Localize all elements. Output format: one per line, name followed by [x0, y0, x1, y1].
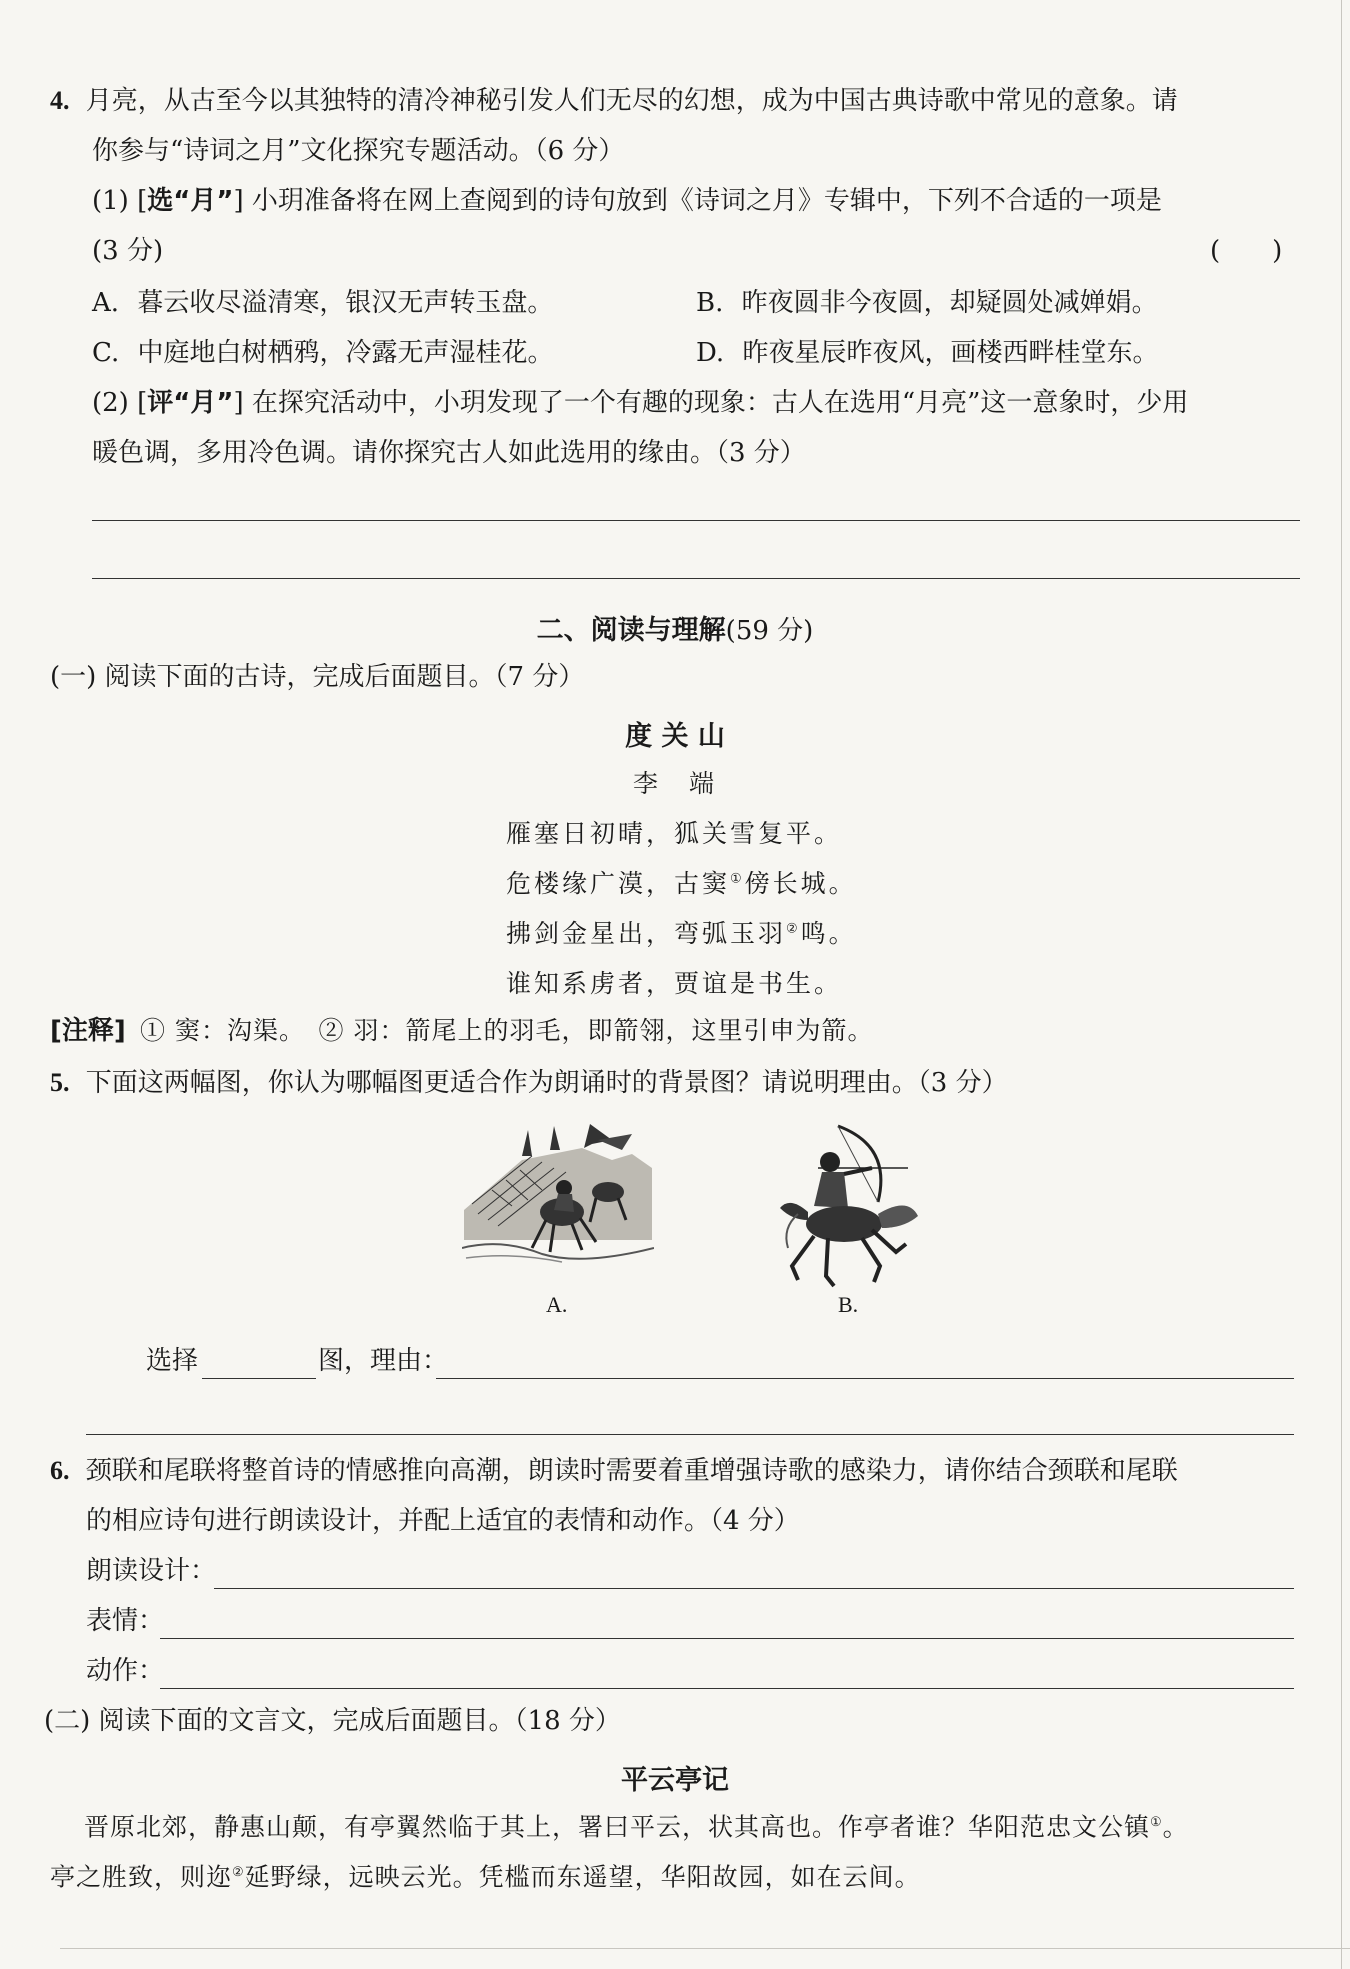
- q5-choice-blank[interactable]: [202, 1378, 316, 1379]
- q5-text: 下面这两幅图，你认为哪幅图更适合作为朗诵时的背景图？请说明理由。（3 分）: [85, 1068, 1008, 1098]
- image-b-label: B.: [838, 1292, 859, 1317]
- poem-line-3a: 拂剑金星出，弯弧玉羽: [506, 919, 787, 948]
- section2-score: (59 分): [725, 616, 814, 646]
- option-text: 昨夜圆非今夜圆，却疑圆处减婵娟。: [741, 288, 1158, 318]
- q4-line1: [50, 86, 1178, 116]
- option-label: D.: [696, 338, 725, 368]
- prose-note-mark-1: ①: [1150, 1815, 1163, 1830]
- note-tag: [注释]: [50, 1016, 126, 1046]
- q4-text: 月亮，从古至今以其独特的清冷神秘引发人们无尽的幻想，成为中国古典诗歌中常见的意象。请: [85, 86, 1178, 116]
- q4-sub1: [92, 186, 1162, 216]
- note-text: ① 窦：沟渠。 ② 羽：箭尾上的羽毛，即箭翎，这里引申为箭。: [140, 1016, 874, 1045]
- q6-reading-line[interactable]: [214, 1588, 1294, 1589]
- prose-line-1-text: 晋原北郊，静惠山颠，有亭翼然临于其上，署曰平云，状其高也。作亭者谁？华阳范忠文公镇: [84, 1812, 1151, 1842]
- q4-sub1-tag: 选“月”: [147, 186, 234, 216]
- q6-field-action: 动作：: [86, 1656, 165, 1686]
- option-text: 中庭地白树栖鸦，冷露无声湿桂花。: [137, 338, 554, 368]
- part1-heading: (一) 阅读下面的古诗，完成后面题目。（7 分）: [50, 662, 585, 692]
- q4-sub2-tag: 评“月”: [147, 388, 234, 418]
- q6-line1: [50, 1456, 1178, 1486]
- note-mark-2: ②: [786, 921, 801, 937]
- poem-line-2: [506, 864, 857, 900]
- q5-choice-middle: 图，理由：: [318, 1346, 449, 1376]
- image-a-label: A.: [546, 1292, 568, 1317]
- part2-heading: (二) 阅读下面的文言文，完成后面题目。（18 分）: [44, 1706, 621, 1736]
- prose-line-1: [84, 1808, 1189, 1842]
- q5-choice-prefix: 选择: [146, 1346, 199, 1376]
- q4-line2: 你参与“诗词之月”文化探究专题活动。（6 分）: [92, 136, 625, 166]
- q5-reason-line-1[interactable]: [436, 1378, 1294, 1379]
- option-label: C.: [92, 338, 120, 368]
- q5-number: 5.: [50, 1068, 70, 1097]
- option-label: B.: [696, 288, 724, 318]
- poem-line-1: 雁塞日初晴，狐关雪复平。: [506, 819, 843, 848]
- prose-line-2b: 延野绿，远映云光。凭槛而东遥望，华阳故园，如在云间。: [244, 1862, 921, 1892]
- q4-sub1-text: ] 小玥准备将在网上查阅到的诗句放到《诗词之月》专辑中，下列不合适的一项是: [233, 186, 1162, 216]
- poem-notes: [50, 1016, 873, 1046]
- poem-line-2b: 傍长城。: [744, 869, 857, 898]
- q4-sub2-text: ] 在探究活动中，小玥发现了一个有趣的现象：古人在选用“月亮”这一意象时，少用: [233, 388, 1189, 418]
- q4-option-d: [696, 338, 1158, 368]
- q4-sub2-line2: 暖色调，多用冷色调。请你探究古人如此选用的缘由。（3 分）: [92, 438, 806, 468]
- q4-sub1-prefix: (1) [: [92, 186, 148, 216]
- q4-answer-line-1[interactable]: [92, 520, 1300, 521]
- option-text: 昨夜星辰昨夜风，画楼西畔桂堂东。: [742, 338, 1159, 368]
- q4-option-b: [696, 288, 1158, 318]
- note-mark-1: ①: [730, 871, 745, 887]
- option-label: A.: [92, 288, 120, 318]
- q6-field-reading: 朗读设计：: [86, 1556, 217, 1586]
- page-right-edge: [1341, 0, 1342, 1969]
- poem-line-3: [506, 914, 857, 950]
- poem-line-4: 谁知系虏者，贾谊是书生。: [506, 969, 843, 998]
- q6-number: 6.: [50, 1456, 70, 1485]
- q4-answer-paren[interactable]: ( ): [1210, 236, 1283, 266]
- q4-number: 4.: [50, 86, 70, 115]
- prose-note-mark-2: ②: [232, 1865, 245, 1880]
- q4-option-a: [92, 288, 553, 318]
- option-text: 暮云收尽溢清寒，银汉无声转玉盘。: [137, 288, 554, 318]
- q5-reason-line-2[interactable]: [86, 1434, 1294, 1435]
- prose-line-2: [50, 1858, 921, 1892]
- prose-line-1-end: 。: [1162, 1812, 1189, 1842]
- prose-line-2a: 亭之胜致，则迩: [50, 1862, 233, 1892]
- q4-sub1-score: (3 分): [92, 236, 164, 266]
- poem-line-2a: 危楼缘广漠，古窦: [506, 869, 731, 898]
- archer-horse-illustration[interactable]: [768, 1116, 924, 1292]
- q6-action-line[interactable]: [160, 1688, 1294, 1689]
- poem-author: 李 端: [632, 769, 717, 798]
- q4-sub2: [92, 388, 1188, 418]
- battle-scene-illustration[interactable]: [462, 1120, 654, 1268]
- q4-option-c: [92, 338, 554, 368]
- page-bottom-edge: [60, 1948, 1350, 1949]
- q6-field-expression: 表情：: [86, 1606, 165, 1636]
- poem-line-3b: 鸣。: [800, 919, 857, 948]
- q5-line: [50, 1068, 1008, 1098]
- q4-sub2-prefix: (2) [: [92, 388, 148, 418]
- q6-expression-line[interactable]: [160, 1638, 1294, 1639]
- section2-title: [0, 608, 1350, 647]
- poem-title: 度 关 山: [625, 721, 725, 752]
- prose-title: 平云亭记: [621, 1765, 729, 1796]
- q6-text: 颈联和尾联将整首诗的情感推向高潮，朗读时需要着重增强诗歌的感染力，请你结合颈联和尾联: [85, 1456, 1178, 1486]
- section2-title-text: 二、阅读与理解: [536, 615, 726, 646]
- q4-answer-line-2[interactable]: [92, 578, 1300, 579]
- q6-line2: 的相应诗句进行朗读设计，并配上适宜的表情和动作。（4 分）: [86, 1506, 800, 1536]
